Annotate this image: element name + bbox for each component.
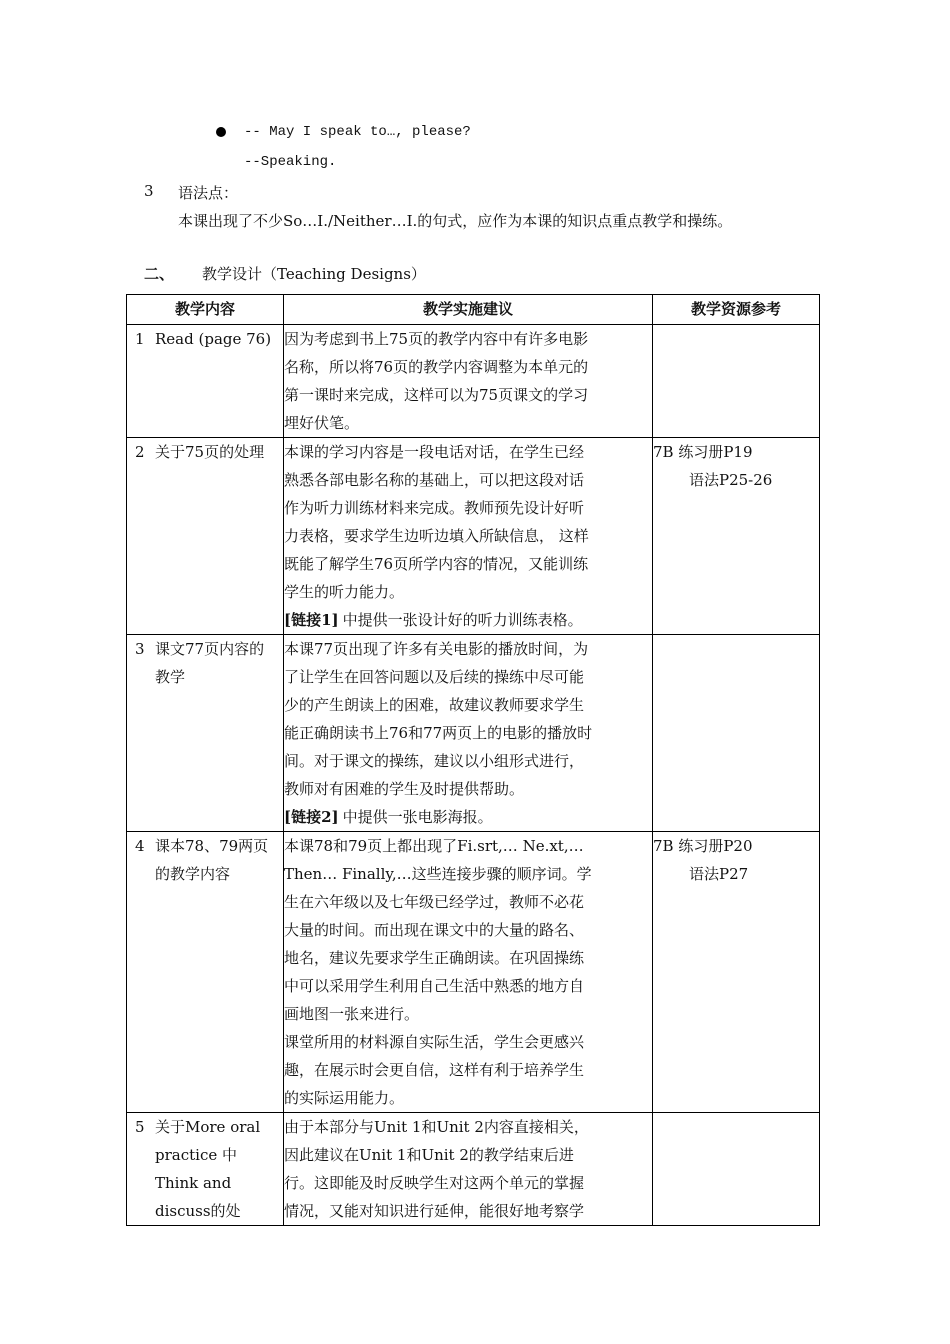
suggestion-line: 本课的学习内容是一段电话对话，在学生已经 xyxy=(284,443,585,461)
resource-workbook: 7B 练习册P19 xyxy=(653,443,753,461)
resource-cell xyxy=(653,1113,820,1226)
row-topic: 课文77页内容的教学 xyxy=(155,640,265,686)
teaching-design-table xyxy=(126,294,820,1226)
table-row xyxy=(127,1113,820,1226)
table-row xyxy=(127,325,820,438)
suggestion-cell xyxy=(284,325,653,438)
suggestion-cell xyxy=(284,438,653,635)
row-topic: 课本78、79两页的教学内容 xyxy=(155,837,269,883)
header-content: 教学内容 xyxy=(127,295,284,325)
resource-cell xyxy=(653,832,820,1113)
suggestion-line: 埋好伏笔。 xyxy=(284,414,360,432)
suggestion-line: 教师对有困难的学生及时提供帮助。 xyxy=(284,780,525,798)
header-suggestion: 教学实施建议 xyxy=(284,295,653,325)
suggestion-line: 地名，建议先要求学生正确朗读。在巩固操练 xyxy=(284,949,585,967)
row-number: 1 xyxy=(135,330,145,348)
suggestion-line: 间。对于课文的操练，建议以小组形式进行， xyxy=(284,752,585,770)
suggestion-line: 第一课时来完成，这样可以为75页课文的学习 xyxy=(284,386,589,404)
suggestion-line: 由于本部分与Unit 1和Unit 2内容直接相关， xyxy=(284,1118,589,1136)
suggestion-line: 学生的听力能力。 xyxy=(284,583,405,601)
suggestion-line: 课堂所用的材料源自实际生活，学生会更感兴 xyxy=(284,1033,585,1051)
suggestion-cell xyxy=(284,1113,653,1226)
suggestion-line: 的实际运用能力。 xyxy=(284,1089,405,1107)
resource-cell xyxy=(653,438,820,635)
suggestion-line: 熟悉各部电影名称的基础上，可以把这段对话 xyxy=(284,471,585,489)
suggestion-line: 因此建议在Unit 1和Unit 2的教学结束后进 xyxy=(284,1146,574,1164)
resource-cell xyxy=(653,325,820,438)
suggestion-line: 本课78和79页上都出现了Fi.srt,… Ne.xt,… xyxy=(284,837,584,855)
row-number: 2 xyxy=(135,443,145,461)
table-row xyxy=(127,832,820,1113)
content-cell xyxy=(127,635,284,832)
content-cell xyxy=(127,438,284,635)
suggestion-line: 中可以采用学生利用自己生活中熟悉的地方自 xyxy=(284,977,585,995)
suggestion-line: Then… Finally,…这些连接步骤的顺序词。学 xyxy=(284,865,592,883)
row-topic: 关于More oral practice 中Think and discuss的处 xyxy=(155,1118,261,1220)
row-number: 4 xyxy=(135,837,145,855)
dialogue-line-2: --Speaking. xyxy=(244,154,337,170)
suggestion-line: 名称，所以将76页的教学内容调整为本单元的 xyxy=(284,358,589,376)
suggestion-line: 情况，又能对知识进行延伸，能很好地考察学 xyxy=(284,1202,585,1220)
link-description: 中提供一张电影海报。 xyxy=(342,808,493,826)
suggestion-line: 趣，在展示时会更自信，这样有利于培养学生 xyxy=(284,1061,585,1079)
section-number: 二、 xyxy=(144,265,175,283)
content-cell xyxy=(127,325,284,438)
table-row xyxy=(127,438,820,635)
row-topic: 关于75页的处理 xyxy=(155,443,265,461)
header-resources: 教学资源参考 xyxy=(653,295,820,325)
suggestion-cell xyxy=(284,832,653,1113)
suggestion-line: 因为考虑到书上75页的教学内容中有许多电影 xyxy=(284,330,589,348)
content-cell xyxy=(127,1113,284,1226)
suggestion-line: 力表格，要求学生边听边填入所缺信息， 这样 xyxy=(284,527,589,545)
resource-link[interactable]: [链接2] xyxy=(284,808,339,826)
suggestion-line: 少的产生朗读上的困难，故建议教师要求学生 xyxy=(284,696,585,714)
row-number: 5 xyxy=(135,1118,145,1136)
row-number: 3 xyxy=(135,640,145,658)
dialogue-line-1: -- May I speak to…, please? xyxy=(244,124,471,140)
table-row xyxy=(127,635,820,832)
content-cell xyxy=(127,832,284,1113)
section-title: 教学设计（Teaching Designs） xyxy=(202,265,426,283)
suggestion-line: 既能了解学生76页所学内容的情况，又能训练 xyxy=(284,555,589,573)
suggestion-line: 作为听力训练材料来完成。教师预先设计好听 xyxy=(284,499,585,517)
table-header-row xyxy=(127,295,820,325)
suggestion-line: 大量的时间。而出现在课文中的大量的路名、 xyxy=(284,921,585,939)
grammar-heading: 语法点： xyxy=(178,184,239,202)
suggestion-line: 能正确朗读书上76和77两页上的电影的播放时 xyxy=(284,724,593,742)
row-topic: Read (page 76) xyxy=(155,330,272,348)
grammar-number: 3 xyxy=(144,182,154,200)
link-description: 中提供一张设计好的听力训练表格。 xyxy=(342,611,583,629)
grammar-text: 本课出现了不少So…I./Neither…I.的句式，应作为本课的知识点重点教学和操练。 xyxy=(178,212,733,230)
suggestion-line: 了让学生在回答问题以及后续的操练中尽可能 xyxy=(284,668,585,686)
suggestion-line: 画地图一张来进行。 xyxy=(284,1005,420,1023)
resource-grammar: 语法P25-26 xyxy=(689,471,773,489)
suggestion-cell xyxy=(284,635,653,832)
suggestion-line: 生在六年级以及七年级已经学过，教师不必花 xyxy=(284,893,585,911)
resource-grammar: 语法P27 xyxy=(689,865,749,883)
suggestion-line: 本课77页出现了许多有关电影的播放时间，为 xyxy=(284,640,589,658)
bullet-icon xyxy=(216,127,226,137)
resource-workbook: 7B 练习册P20 xyxy=(653,837,753,855)
suggestion-line: 行。这即能及时反映学生对这两个单元的掌握 xyxy=(284,1174,585,1192)
resource-link[interactable]: [链接1] xyxy=(284,611,339,629)
resource-cell xyxy=(653,635,820,832)
